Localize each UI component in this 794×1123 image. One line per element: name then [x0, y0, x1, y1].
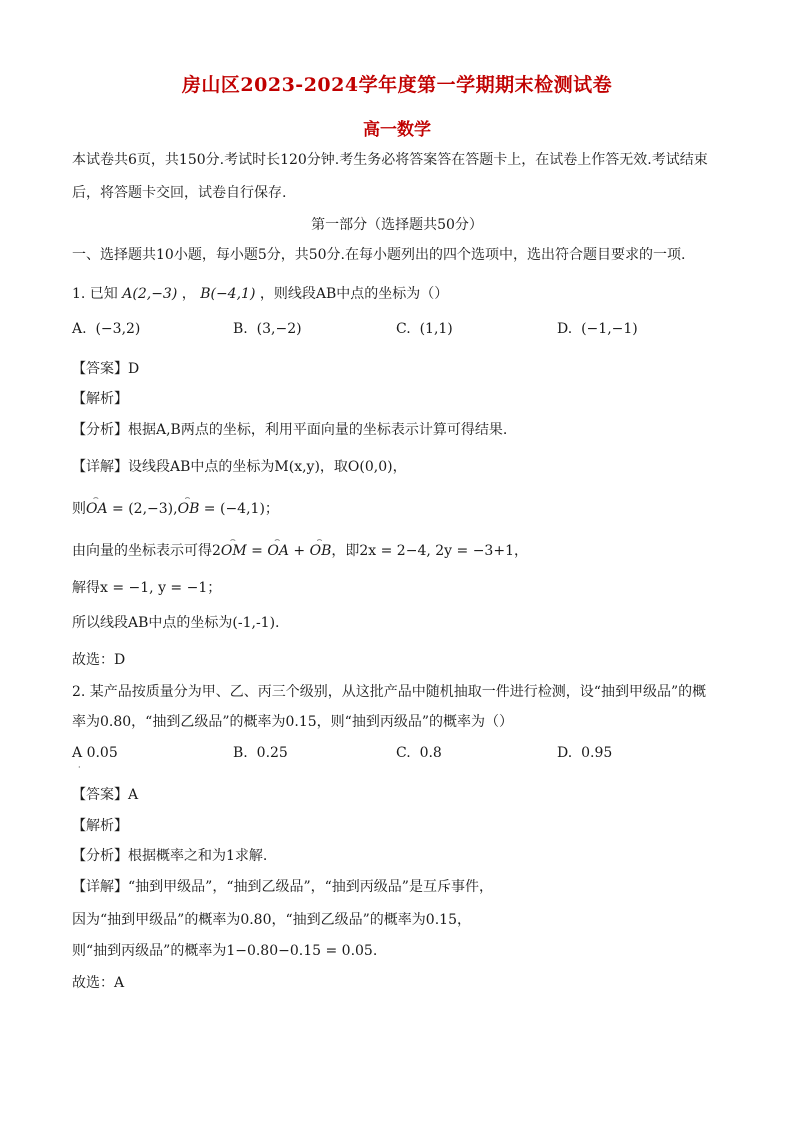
q2-detail-2: 因为“抽到甲级品”的概率为0.80，“抽到乙级品”的概率为0.15， [72, 912, 471, 928]
detail-tag: 【详解】 [72, 459, 128, 475]
vector-oa: ⌢ OA [267, 541, 289, 561]
q1-option-b [233, 321, 302, 337]
q1-detail-4: 解得x = −1, y = −1； [72, 580, 222, 596]
vector-ob: ⌢ OB [178, 499, 200, 519]
option-value: (3,−2) [256, 321, 302, 337]
option-value: (−3,2) [95, 321, 141, 337]
intro-line-2: 后，将答题卡交回，试卷自行保存. [72, 185, 287, 201]
answer-tag: 【答案】 [72, 787, 128, 803]
option-value: 0.95 [581, 745, 613, 761]
detail-text: = [246, 543, 268, 559]
fenxi-tag: 【分析】 [72, 848, 128, 864]
detail-tag: 【详解】 [72, 879, 128, 895]
vector-oa: ⌢ OA [86, 499, 108, 519]
q2-option-c [396, 745, 442, 761]
option-value: 0.05 [86, 745, 118, 761]
option-label: B. [233, 745, 248, 761]
q2-option-d [557, 745, 612, 761]
answer-value: D [128, 361, 140, 377]
q1-analysis-tag: 【解析】 [72, 391, 128, 407]
q1-detail-1 [72, 457, 722, 477]
option-label: A. [72, 321, 87, 337]
q1-number: 1. 已知 [72, 286, 118, 302]
q1-stem-tail: ，则线段AB中点的坐标为（） [259, 286, 449, 302]
option-value: (−1,−1) [581, 321, 638, 337]
option-label: C. [396, 321, 411, 337]
q1-fenxi [72, 420, 722, 440]
answer-value: A [128, 787, 139, 803]
fenxi-text: 根据A,B两点的坐标，利用平面向量的坐标表示计算可得结果. [128, 422, 508, 438]
q2-stem-line-2: 率为0.80，“抽到乙级品”的概率为0.15，则“抽到丙级品”的概率为（） [72, 714, 513, 730]
stray-dot: · [78, 763, 81, 772]
option-label: B. [233, 321, 248, 337]
q1-detail-2 [72, 499, 722, 519]
option-value: 0.25 [256, 745, 288, 761]
q2-analysis-tag: 【解析】 [72, 818, 128, 834]
option-label: A [72, 745, 83, 761]
q1-point-b: B(−4,1) [200, 286, 256, 302]
q2-option-b [233, 745, 288, 761]
detail-text: + [288, 543, 310, 559]
section1-instructions: 一、选择题共10小题，每小题5分，共50分.在每小题列出的四个选项中，选出符合题目要求的一项. [72, 247, 686, 263]
q1-detail-3 [72, 541, 722, 561]
vector-ob: ⌢ OB [310, 541, 332, 561]
q2-fenxi [72, 846, 722, 866]
answer-tag: 【答案】 [72, 361, 128, 377]
exam-title: 房山区2023-2024学年度第一学期期末检测试卷 [181, 74, 613, 96]
q2-answer [72, 785, 722, 805]
detail-text: ，即2x = 2−4, 2y = −3+1， [331, 543, 528, 559]
q1-option-d [557, 321, 638, 337]
option-label: D. [557, 321, 573, 337]
part1-heading: 第一部分（选择题共50分） [311, 217, 483, 233]
q1-conclusion: 故选：D [72, 652, 126, 668]
q1-detail-5: 所以线段AB中点的坐标为(-1,-1). [72, 615, 280, 631]
option-value: 0.8 [419, 745, 442, 761]
detail-text: = (2,−3), [107, 501, 178, 517]
q2-conclusion: 故选：A [72, 975, 125, 991]
q2-option-a [72, 745, 118, 761]
q1-option-a [72, 321, 140, 337]
q2-detail-1 [72, 877, 722, 897]
option-label: D. [557, 745, 573, 761]
detail-text: 则 [72, 501, 86, 517]
q1-stem [72, 284, 722, 304]
fenxi-tag: 【分析】 [72, 422, 128, 438]
exam-subtitle: 高一数学 [363, 120, 431, 140]
detail-text: = (−4,1)； [199, 501, 279, 517]
q1-answer [72, 359, 722, 379]
vector-om: ⌢ OM [221, 541, 247, 561]
option-label: C. [396, 745, 411, 761]
q1-option-c [396, 321, 453, 337]
option-value: (1,1) [419, 321, 453, 337]
detail-text: “抽到甲级品”，“抽到乙级品”，“抽到丙级品”是互斥事件， [128, 879, 493, 895]
q2-stem-line-1: 2. 某产品按质量分为甲、乙、丙三个级别，从这批产品中随机抽取一件进行检测，设“抽到甲级品”的概 [72, 684, 707, 700]
fenxi-text: 根据概率之和为1求解. [128, 848, 268, 864]
detail-text: 由向量的坐标表示可得2 [72, 543, 221, 559]
q1-point-a: A(2,−3) [122, 286, 178, 302]
intro-line-1: 本试卷共6页，共150分.考试时长120分钟.考生务必将答案答在答题卡上，在试卷上作答无效.考试结束 [72, 152, 708, 168]
q2-detail-3: 则“抽到丙级品”的概率为1−0.80−0.15 = 0.05. [72, 943, 378, 959]
q1-separator: ， [181, 286, 196, 302]
detail-text: 设线段AB中点的坐标为M(x,y)，取O(0,0)， [128, 459, 407, 475]
